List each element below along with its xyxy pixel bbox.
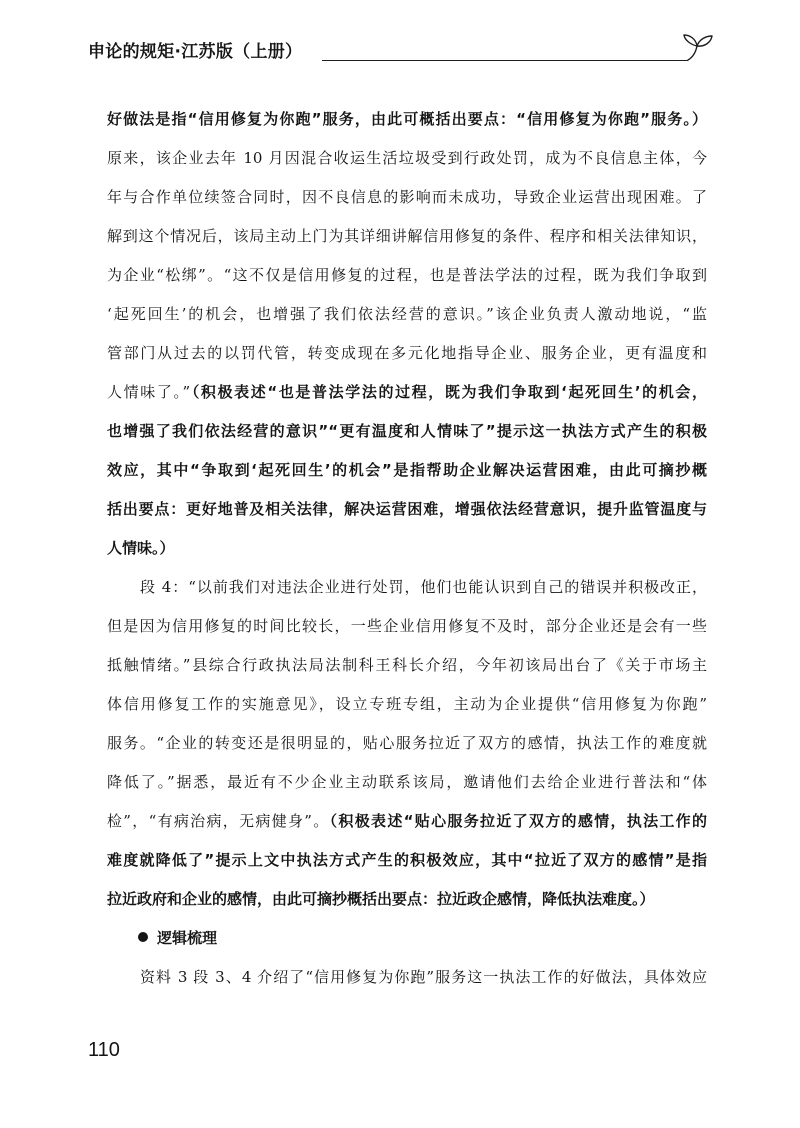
text-line: [107, 841, 707, 880]
text-line: [107, 763, 707, 802]
source-text: 降低了。”据悉，最近有不少企业主动联系该局，邀请他们去给企业进行普法和“体: [107, 773, 707, 791]
analysis-text: 资料 3 段 3、4 介绍了“信用修复为你跑”服务这一执法工作的好做法，具体效应: [140, 968, 707, 986]
text-line: [107, 100, 707, 139]
source-text: 原来，该企业去年 10 月因混合收运生活垃圾受到行政处罚，成为不良信息主体，今: [107, 149, 707, 167]
text-line: [107, 607, 707, 646]
source-text: 但是因为信用修复的时间比较长，一些企业信用修复不及时，部分企业还是会有一些: [107, 617, 707, 635]
annotation-text: 好做法是指“信用修复为你跑”服务，由此可概括出要点：“信用修复为你跑”服务。）: [107, 110, 707, 128]
text-line: [107, 958, 707, 997]
annotation-text: 也增强了我们依法经营的意识”“更有温度和人情味了”提示这一执法方式产生的积极: [107, 422, 707, 440]
text-line: [107, 139, 707, 178]
source-text: 服务。“企业的转变还是很明显的，贴心服务拉近了双方的感情，执法工作的难度就: [107, 734, 707, 752]
source-text: 解到这个情况后，该局主动上门为其详细讲解信用修复的条件、程序和相关法律知识，: [107, 227, 707, 245]
section-heading: [107, 919, 707, 958]
text-line: [107, 880, 707, 919]
text-line: [107, 178, 707, 217]
annotation-text: （积极表述“贴心服务拉近了双方的感情，执法工作的: [329, 812, 707, 830]
annotation-text: 效应，其中“争取到‘起死回生’的机会”是指帮助企业解决运营困难，由此可摘抄概: [107, 461, 707, 479]
annotation-text: 拉近政府和企业的感情，由此可摘抄概括出要点：拉近政企感情，降低执法难度。）: [107, 890, 655, 908]
text-line: [107, 373, 707, 412]
text-line: [107, 490, 707, 529]
section-heading-label: 逻辑梳理: [157, 929, 218, 947]
text-line: [107, 802, 707, 841]
source-text: ‘起死回生’的机会，也增强了我们依法经营的意识。”该企业负责人激动地说，“监: [107, 305, 707, 323]
source-text: 为企业“松绑”。“这不仅是信用修复的过程，也是普法学法的过程，既为我们争取到: [107, 266, 707, 284]
text-line: [107, 295, 707, 334]
annotation-text: 人情味。）: [107, 539, 175, 557]
annotation-text: 难度就降低了”提示上文中执法方式产生的积极效应，其中“拉近了双方的感情”是指: [107, 851, 707, 869]
annotation-text: 括出要点：更好地普及相关法律，解决运营困难，增强依法经营意识，提升监管温度与: [107, 500, 707, 518]
bullet-icon: [138, 932, 148, 942]
book-title: 申论的规矩·江苏版（上册）: [88, 42, 303, 62]
running-header: [88, 30, 718, 64]
body-text: [107, 100, 707, 997]
source-text: 人情味了。”: [107, 383, 191, 401]
text-line: [107, 334, 707, 373]
header-rule: [322, 60, 688, 61]
text-line: [107, 646, 707, 685]
source-text: 体信用修复工作的实施意见》，设立专班专组，主动为企业提供“信用修复为你跑”: [107, 695, 707, 713]
text-line: [107, 217, 707, 256]
source-text: 段 4：“以前我们对违法企业进行处罚，他们也能认识到自己的错误并积极改正，: [140, 578, 707, 596]
annotation-text: （积极表述“也是普法学法的过程，既为我们争取到‘起死回生’的机会，: [190, 383, 708, 401]
source-text: 检”，“有病治病，无病健身”。: [107, 812, 330, 830]
text-line: [107, 685, 707, 724]
text-line: [107, 412, 707, 451]
sprout-icon: [680, 32, 714, 62]
text-line: [107, 256, 707, 295]
text-line: [107, 568, 707, 607]
source-text: 管部门从过去的以罚代管，转变成现在多元化地指导企业、服务企业，更有温度和: [107, 344, 707, 362]
text-line: [107, 451, 707, 490]
text-line: [107, 724, 707, 763]
text-line: [107, 529, 707, 568]
page-number: 110: [88, 1039, 120, 1061]
source-text: 年与合作单位续签合同时，因不良信息的影响而未成功，导致企业运营出现困难。了: [107, 188, 707, 206]
source-text: 抵触情绪。”县综合行政执法局法制科王科长介绍，今年初该局出台了《关于市场主: [107, 656, 707, 674]
